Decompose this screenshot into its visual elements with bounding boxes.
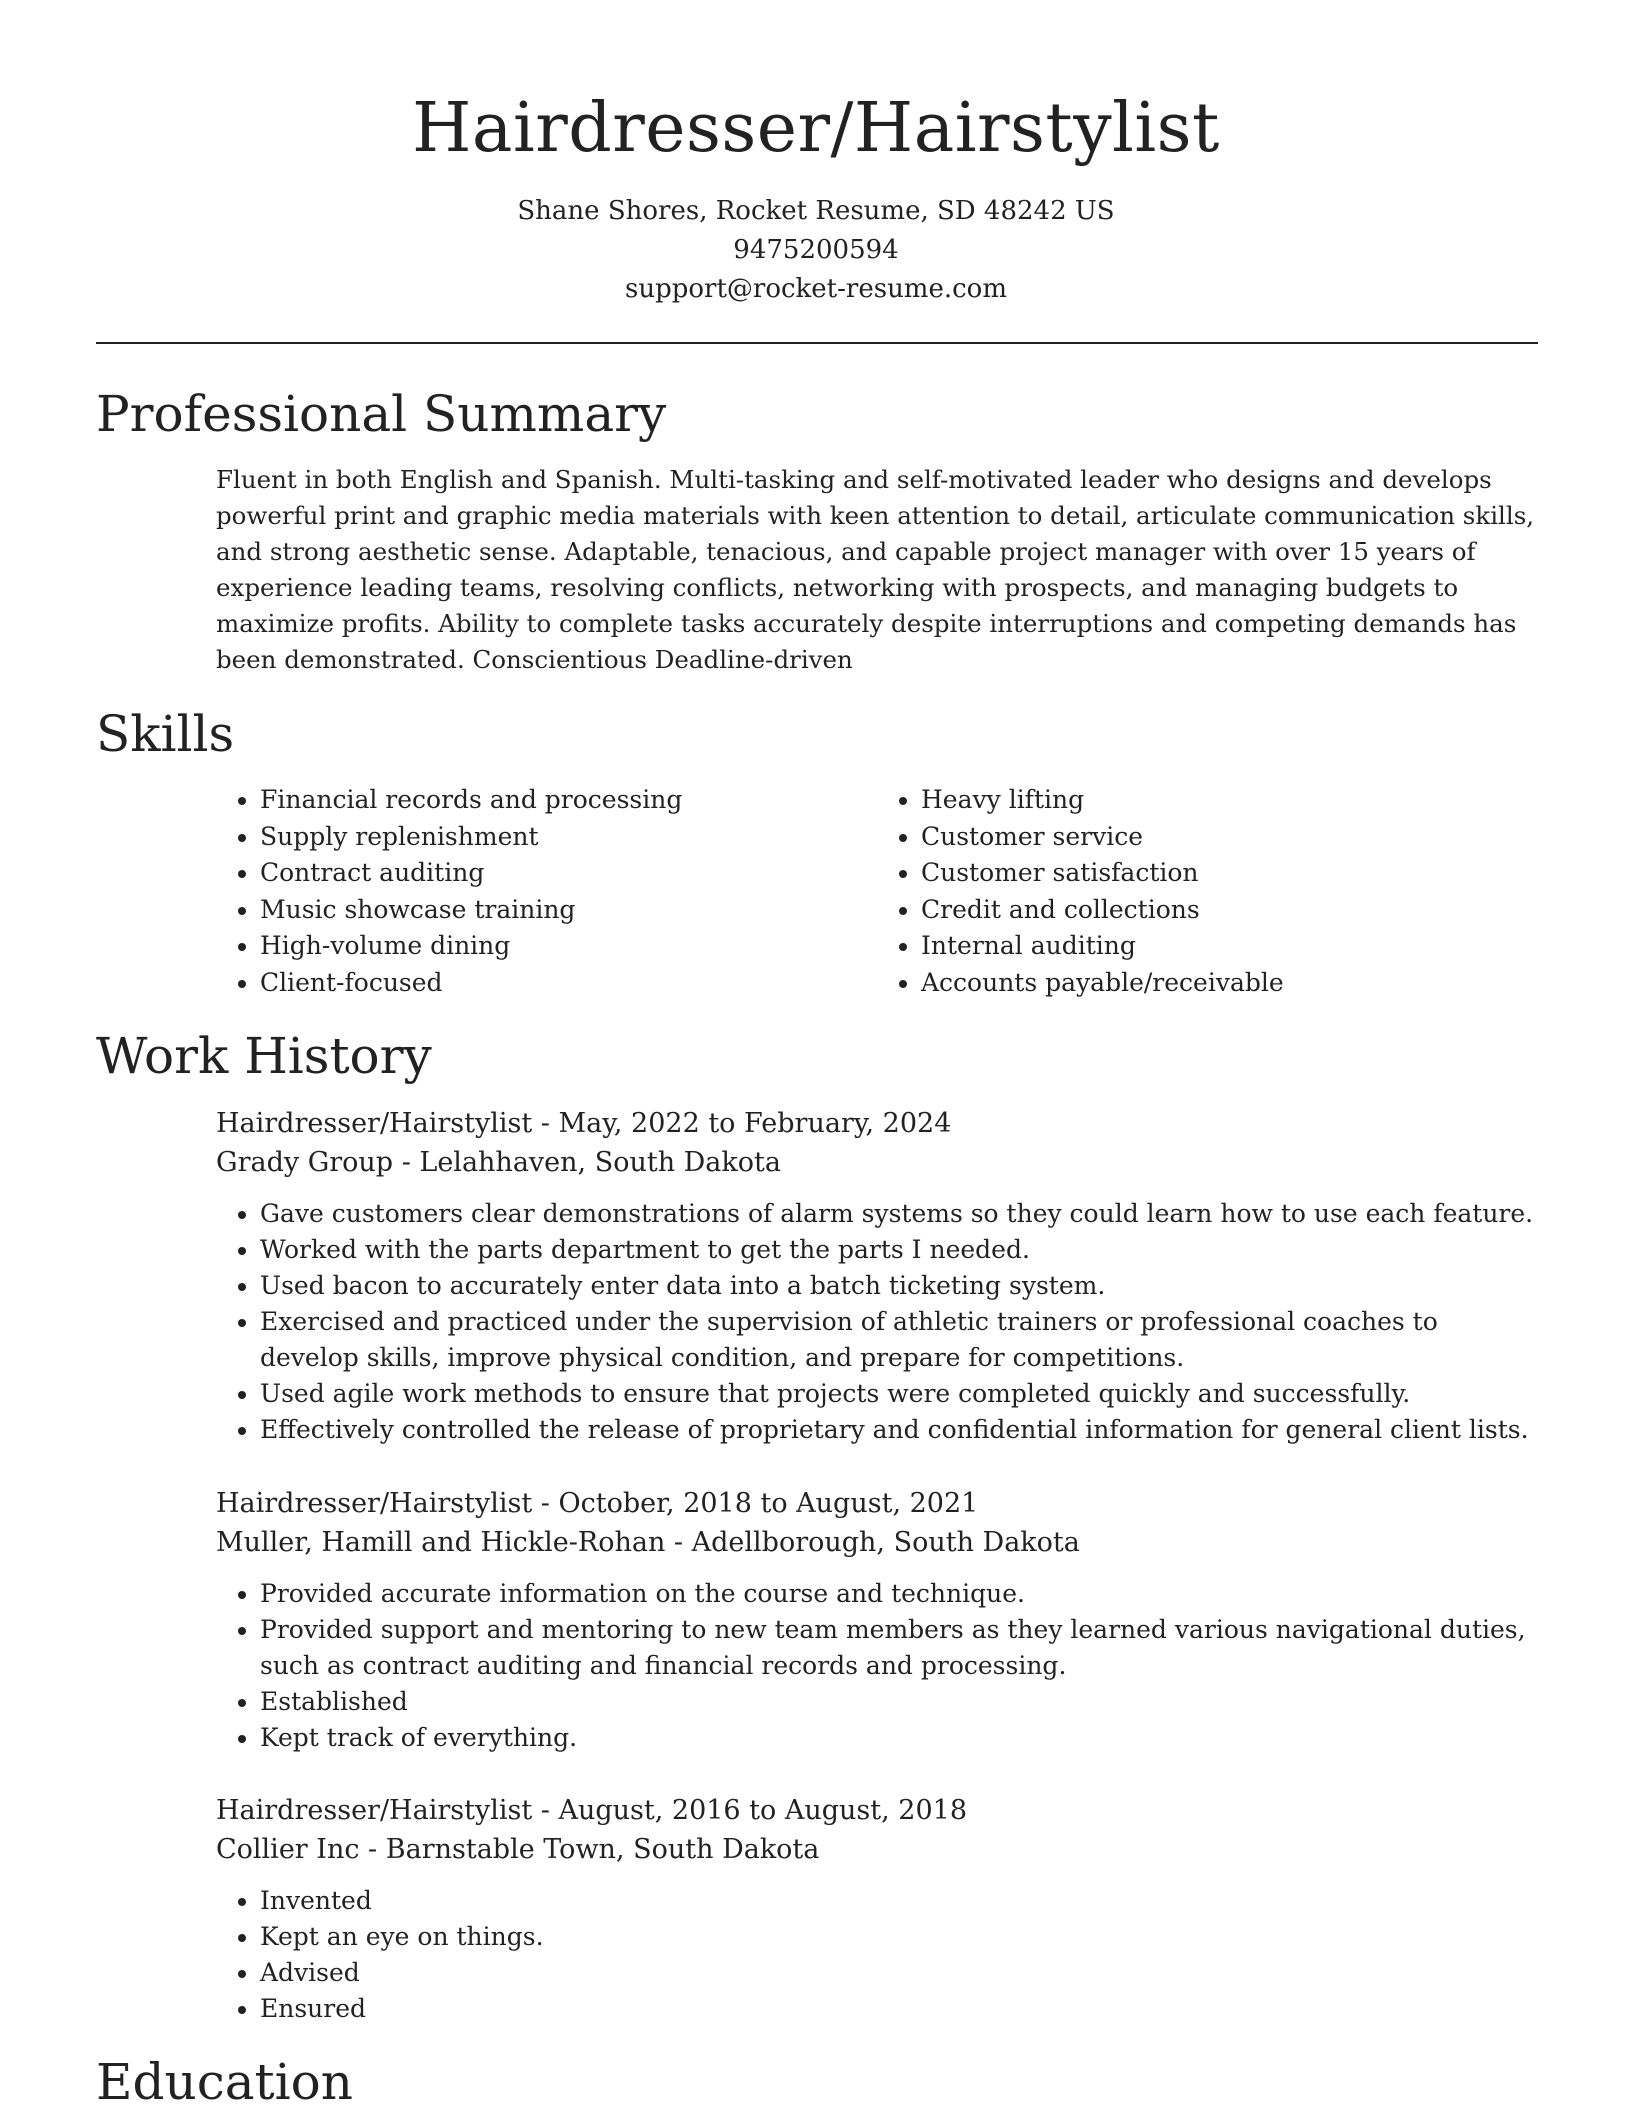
job-bullet: • Exercised and practiced under the supervision of athletic trainers or professional coaches to develop skills, improve physical condition, and prepare for competitions. (260, 1304, 1538, 1376)
job-bullet: • Ensured (260, 1991, 1538, 2027)
skill-item: • Client-focused (260, 965, 877, 1002)
job-bullet: • Established (260, 1684, 1538, 1720)
skills-column-left (216, 782, 877, 1001)
skills-list (216, 782, 1538, 1001)
job-bullet: • Worked with the parts department to get the parts I needed. (260, 1232, 1538, 1268)
job-bullet: • Provided support and mentoring to new team members as they learned various navigational duties, such as contract auditing and financial records and processing. (260, 1612, 1538, 1684)
skill-item: • Internal auditing (921, 928, 1538, 965)
job-entry (216, 1104, 1538, 1448)
job-role-line (216, 1484, 1538, 1523)
skill-item: • High-volume dining (260, 928, 877, 965)
job-bullet: • Advised (260, 1955, 1538, 1991)
contact-block (0, 192, 1632, 309)
job-entry (216, 1484, 1538, 1756)
job-location: - Adellborough, South Dakota (665, 1527, 1080, 1558)
job-dates: - May, 2022 to February, 2024 (532, 1108, 952, 1139)
job-location: - Lelahhaven, South Dakota (393, 1147, 781, 1178)
job-entry (216, 1791, 1538, 2027)
education-heading: Education (96, 2053, 353, 2111)
job-company: Collier Inc (216, 1834, 360, 1865)
job-bullets (216, 1576, 1538, 1756)
contact-phone: 9475200594 (733, 235, 899, 265)
job-bullet: • Used bacon to accurately enter data into a batch ticketing system. (260, 1268, 1538, 1304)
job-role-line (216, 1104, 1538, 1143)
job-bullet: • Provided accurate information on the course and technique. (260, 1576, 1538, 1612)
job-company: Grady Group (216, 1147, 394, 1178)
skills-heading: Skills (96, 705, 235, 763)
skills-column-right (877, 782, 1538, 1001)
skill-item: • Contract auditing (260, 855, 877, 892)
job-role: Hairdresser/Hairstylist (216, 1795, 533, 1826)
job-bullet: • Gave customers clear demonstrations of alarm systems so they could learn how to use each feature. (260, 1196, 1538, 1232)
skill-item: • Customer service (921, 819, 1538, 856)
job-dates: - August, 2016 to August, 2018 (532, 1795, 968, 1826)
job-location: - Barnstable Town, South Dakota (359, 1834, 820, 1865)
header-divider (96, 342, 1538, 344)
job-company-line (216, 1830, 1538, 1869)
job-bullet: • Effectively controlled the release of proprietary and confidential information for general client lists. (260, 1412, 1538, 1448)
skill-item: • Supply replenishment (260, 819, 877, 856)
job-bullets (216, 1196, 1538, 1448)
skill-item: • Heavy lifting (921, 782, 1538, 819)
job-bullets (216, 1883, 1538, 2027)
job-role: Hairdresser/Hairstylist (216, 1488, 533, 1519)
job-role-line (216, 1791, 1538, 1830)
contact-address: Shane Shores, Rocket Resume, SD 48242 US (517, 196, 1115, 226)
job-bullet: • Kept track of everything. (260, 1720, 1538, 1756)
job-bullet: • Invented (260, 1883, 1538, 1919)
candidate-title: Hairdresser/Hairstylist (412, 89, 1220, 168)
skill-item: • Accounts payable/receivable (921, 965, 1538, 1002)
job-bullet: • Used agile work methods to ensure that projects were completed quickly and successfully. (260, 1376, 1538, 1412)
skill-item: • Credit and collections (921, 892, 1538, 929)
summary-heading: Professional Summary (96, 385, 667, 443)
skill-item: • Customer satisfaction (921, 855, 1538, 892)
job-company-line (216, 1143, 1538, 1182)
summary-text: Fluent in both English and Spanish. Multi-tasking and self-motivated leader who designs and develops powerful print and graphic media materials with keen attention to detail, articulate communication skills, and strong aesthetic sense. Adaptable, tenacious, and capable project manager with over 15 years of experience leading teams, resolving conflicts, networking with prospects, and managing budgets to maximize profits. Ability to complete tasks accurately despite interruptions and competing demands has been demonstrated. Conscientious Deadline-driven (216, 465, 1535, 674)
contact-email: support@rocket-resume.com (624, 274, 1007, 304)
job-bullet: • Kept an eye on things. (260, 1919, 1538, 1955)
skill-item: • Financial records and processing (260, 782, 877, 819)
skill-item: • Music showcase training (260, 892, 877, 929)
resume-header (0, 0, 1632, 309)
job-role: Hairdresser/Hairstylist (216, 1108, 533, 1139)
job-company: Muller, Hamill and Hickle-Rohan (216, 1527, 666, 1558)
job-company-line (216, 1523, 1538, 1562)
work-history-heading: Work History (96, 1027, 432, 1085)
job-dates: - October, 2018 to August, 2021 (532, 1488, 979, 1519)
